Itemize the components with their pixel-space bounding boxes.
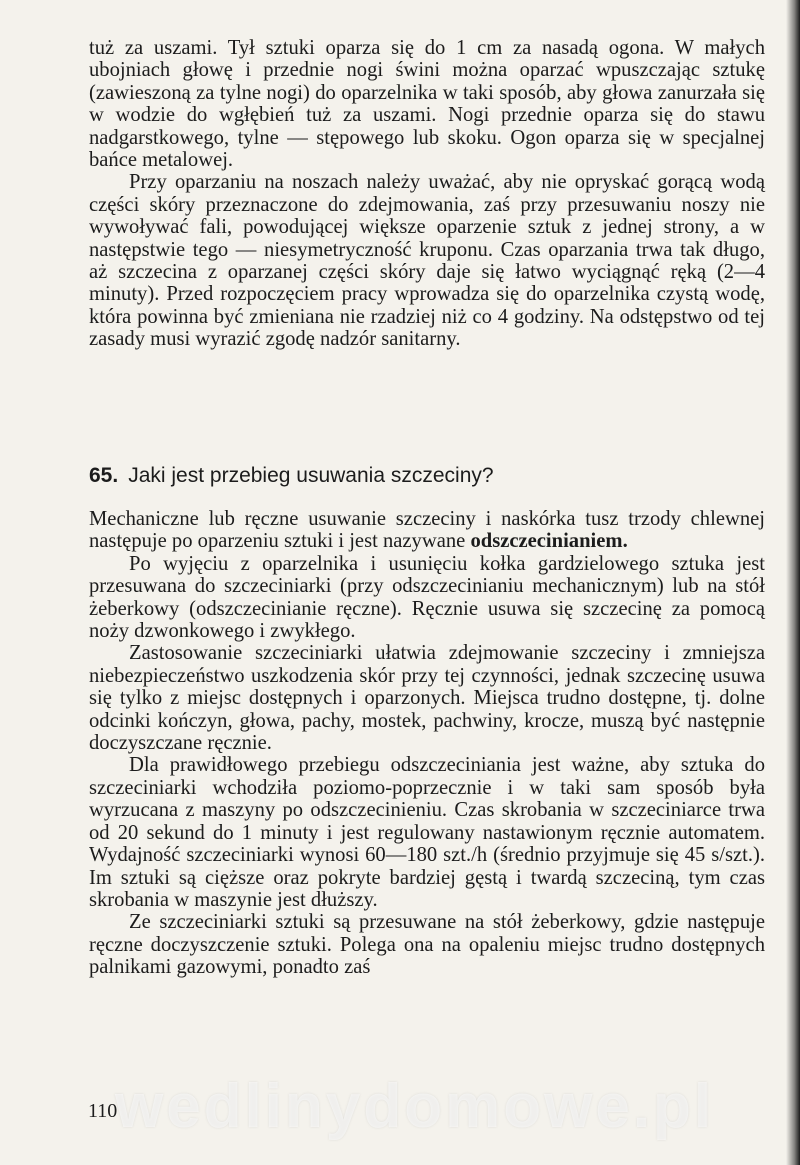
book-spine-shadow xyxy=(786,0,800,1165)
paragraph-scalding-stretchers: Przy oparzaniu na noszach należy uważać, aby nie opryskać gorącą wodą części skóry przeznaczone do zdejmowania, zaś przy przesuwaniu noszy nie wywoływać fali, powodującej większe oparzenie sztuk z jednej strony, a w następstwie tego — niesymetryczność kruponu. Czas oparzania trwa tak długo, aż szczecina z oparzanej części skóry daje się łatwo wyciągnąć ręką (2—4 minuty). Przed rozpoczęciem pracy wprowadza się do oparzelnika czystą wodę, która powinna być zmieniana nie rzadziej niż co 4 godziny. Na odstępstwo od tej zasady musi wyrazić zgodę nadzór sanitarny. xyxy=(89,171,765,351)
body-text-top xyxy=(89,37,765,351)
paragraph-intro xyxy=(89,508,765,553)
intro-text: Mechaniczne lub ręczne usuwanie szczeciny i naskórka tusz trzody chlewnej następuje po oparzeniu sztuki i jest nazywane xyxy=(89,508,765,553)
paragraph-removal-methods: Po wyjęciu z oparzelnika i usunięciu kołka gardzielowego sztuka jest przesuwana do szczeciniarki (przy odszczecinianiu mechanicznym) lub na stół żeberkowy (odszczecinianie ręczne). Ręcznie usuwa się szczecinę za pomocą noży dzwonkowego i zwykłego. xyxy=(89,552,765,643)
paragraph-dehairing-process: Dla prawidłowego przebiegu odszczeciniania jest ważne, aby sztuka do szczeciniarki wchodziła poziomo-poprzecznie i w taki sam sposób była wyrzucana z maszyny po odszczecinieniu. Czas skrobania w szczeciniarce trwa od 20 sekund do 1 minuty i jest regulowany nastawionym ręcznie automatem. Wydajność szczeciniarki wynosi 60—180 szt./h (średnio przyjmuje się 45 s/szt.). Im sztuki są cięższe oraz pokryte bardziej gęstą i twardą szczeciną, tym czas skrobania w maszynie jest dłuższy. xyxy=(89,754,765,911)
body-text-bottom xyxy=(89,508,765,979)
intro-term: odszczecinianiem. xyxy=(470,530,628,553)
page-number: 110 xyxy=(88,1100,118,1122)
watermark: wedlinydomowe.pl xyxy=(115,1072,715,1141)
paragraph-continuation: tuż za uszami. Tył sztuki oparza się do 1 cm za nasadą ogona. W małych ubojniach głowę i przednie nogi świni można oparzać wpuszczając sztukę (zawieszoną za tylne nogi) do oparzelnika w taki sposób, aby głowa zanurzała się w wodzie do wgłębień tuż za uszami. Nogi przednie oparza się do stawu nadgarstkowego, tylne — stępowego lub skoku. Ogon oparza się w specjalnej bańce metalowej. xyxy=(89,37,765,172)
paragraph-dehairing-machine-use: Zastosowanie szczeciniarki ułatwia zdejmowanie szczeciny i zmniejsza niebezpieczeństwo uszkodzenia skór przy tej czynności, jednak szczecinę usuwa się tylko z miejsc dostępnych i oparzonych. Miejsca trudno dostępne, tj. dolne odcinki kończyn, głowa, pachy, mostek, pachwiny, krocze, muszą być następnie doczyszczane ręcznie. xyxy=(89,642,765,755)
section-heading xyxy=(89,463,765,489)
section-number: 65. xyxy=(89,464,119,487)
paragraph-rib-table: Ze szczeciniarki sztuki są przesuwane na stół żeberkowy, gdzie następuje ręczne doczyszczenie sztuki. Polega ona na opaleniu miejsc trudno dostępnych palnikami gazowymi, ponadto zaś xyxy=(89,911,765,979)
section-title: Jaki jest przebieg usuwania szczeciny? xyxy=(128,464,494,487)
